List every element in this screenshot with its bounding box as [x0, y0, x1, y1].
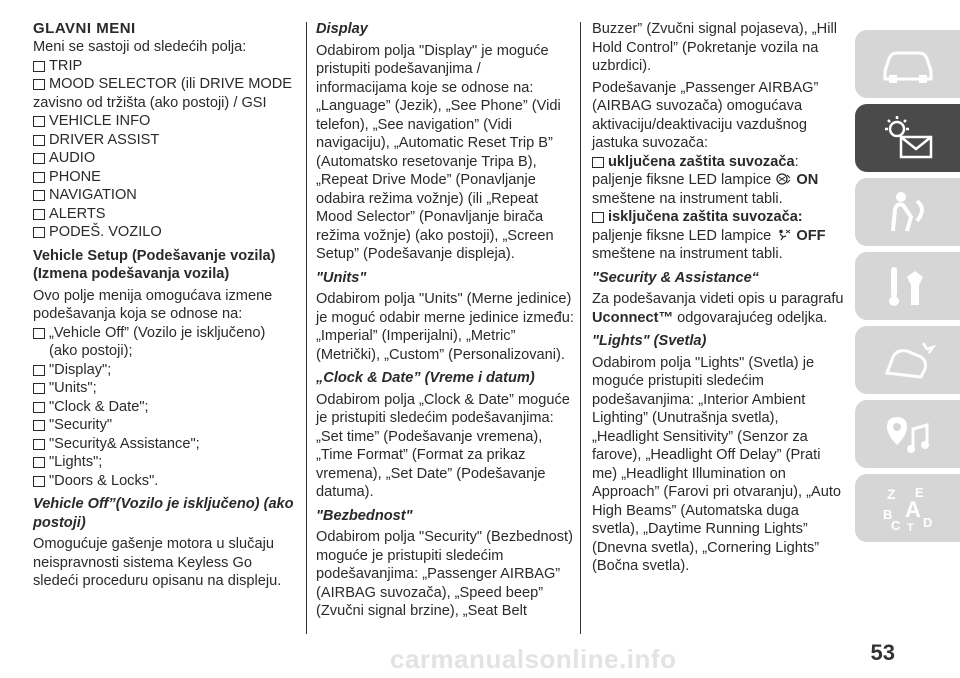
car-icon	[877, 39, 939, 89]
vehicle-setup-text: Ovo polje menija omogućava izmene podešavanja koja se odnose na:	[33, 287, 273, 322]
bullet-icon	[33, 402, 45, 413]
bullet-icon	[33, 116, 45, 127]
tab-letter: E	[914, 485, 924, 500]
bullet-icon	[33, 153, 45, 164]
list-item: uključena zaštita suvozača:	[592, 153, 846, 172]
list-item: "Security"	[33, 416, 295, 435]
airbag-on-warning-icon	[776, 173, 791, 185]
list-item-continuation: zavisno od tržišta (ako postoji) / GSI	[33, 94, 267, 111]
list-item: PHONE	[33, 168, 295, 187]
section-title: GLAVNI MENI	[33, 20, 136, 37]
bullet-icon	[33, 365, 45, 376]
display-heading: Display	[316, 21, 368, 37]
list-item: TRIP	[33, 57, 295, 76]
chapter-tabs	[855, 30, 960, 548]
column-3	[592, 20, 846, 576]
tab-index[interactable]	[855, 474, 960, 542]
clock-date-heading: „Clock & Date” (Vreme i datum)	[316, 370, 535, 386]
bullet-icon	[592, 212, 604, 223]
tab-maintenance[interactable]	[855, 252, 960, 320]
column-divider	[306, 22, 307, 634]
vehicle-setup-heading: Vehicle Setup (Podešavanje vozila) (Izmena podešavanja vozila)	[33, 247, 276, 282]
bullet-icon	[33, 135, 45, 146]
lights-heading: "Lights" (Svetla)	[592, 333, 707, 349]
tab-emergency[interactable]	[855, 326, 960, 394]
airbag-off-warning-icon	[776, 229, 791, 241]
list-item: „Vehicle Off” (Vozilo je isključeno) (ako postoji);	[33, 324, 295, 361]
watermark: carmanualsonline.info	[390, 644, 677, 674]
bullet-icon	[33, 457, 45, 468]
security-heading: "Bezbednost"	[316, 507, 413, 524]
tab-letter: C	[890, 518, 900, 533]
tab-multimedia[interactable]	[855, 400, 960, 468]
units-heading: "Units"	[316, 269, 367, 286]
tab-letter: B	[882, 507, 892, 522]
tab-car[interactable]	[855, 30, 960, 98]
tab-letter: A	[904, 497, 921, 522]
list-item: NAVIGATION	[33, 186, 295, 205]
tools-icon	[877, 261, 939, 311]
bullet-icon	[33, 190, 45, 201]
list-item: PODEŠ. VOZILO	[33, 223, 295, 242]
tab-safety[interactable]	[855, 178, 960, 246]
tab-letter: D	[922, 515, 932, 530]
airbag-on-text: paljenje fiksne LED lampice ON	[592, 172, 819, 188]
warning-light-envelope-icon	[877, 113, 939, 163]
list-item: AUDIO	[33, 149, 295, 168]
airbag-off-text: paljenje fiksne LED lampice OFF	[592, 227, 826, 244]
airbag-off-text-2: smeštene na instrument tabli.	[592, 246, 783, 262]
bullet-icon	[33, 383, 45, 394]
security-text: Odabirom polja "Security" (Bezbednost) moguće je pristupiti sledećim podešavanjima: „Passenger AIRBAG” (AIRBAG suvozača), „Speed beep” (Zvučni signal brzine), „Seat Belt	[316, 529, 573, 619]
bullet-icon	[33, 209, 45, 220]
clock-date-text: Odabirom polja „Clock & Date” moguće je pristupiti sledećim podešavanjima: „Set time” (Podešavanje vremena), „Time Format” (Format za prikaz vremena), „Set Date” (Podešavanje datuma).	[316, 391, 570, 500]
bullet-icon	[592, 157, 604, 168]
list-item: VEHICLE INFO	[33, 112, 295, 131]
list-item: DRIVER ASSIST	[33, 131, 295, 150]
list-item: "Clock & Date";	[33, 398, 295, 417]
bullet-icon	[33, 61, 45, 72]
bullet-icon	[33, 476, 45, 487]
list-item: "Doors & Locks".	[33, 472, 295, 491]
passenger-airbag-text: Podešavanje „Passenger AIRBAG” (AIRBAG suvozača) omogućava aktivaciju/deaktivaciju vazdušnog jastuka suvozača:	[592, 79, 819, 151]
bullet-icon	[33, 227, 45, 238]
column-divider	[580, 22, 581, 634]
car-crash-icon	[877, 335, 939, 385]
tab-warning-lights[interactable]	[855, 104, 960, 172]
list-item: "Units";	[33, 379, 295, 398]
bullet-icon	[33, 172, 45, 183]
bullet-icon	[33, 439, 45, 450]
page-number: 53	[870, 640, 895, 665]
index-letters-icon	[877, 483, 939, 533]
security-text-continued: Buzzer” (Zvučni signal pojaseva), „Hill Hold Control” (Pokretanje vozila na uzbrdici).	[592, 21, 837, 74]
seatbelt-airbag-icon	[877, 187, 939, 237]
list-item: "Lights";	[33, 453, 295, 472]
tab-letter: T	[906, 522, 914, 533]
units-text: Odabirom polja "Units" (Merne jedinice) je moguć odabir merne jedinice između: „Imperial” (Imperijalni), „Metric” (Metrički), „Custom” (Personalizovani).	[316, 291, 574, 363]
list-item: "Security& Assistance";	[33, 435, 295, 454]
column-2	[316, 20, 574, 621]
list-item: MOOD SELECTOR (ili DRIVE MODE	[33, 75, 295, 94]
display-text: Odabirom polja "Display" je moguće pristupiti podešavanjima / informacijama koje se odnose na: „Language” (Jezik), „See Phone” (Vidi telefon), „See navigation” (Vidi navigaciju), „Automatic Reset Trip B” (Automatsko resetovanje Tripa B), „Repeat Drive Mode” (Ponavljanje odabira režima vožnje) (ili „Repeat Mood Selector” (Ponavljanje birača režima vožnje) (ako postoji), „Screen Setup” (Podešavanje displeja).	[316, 42, 561, 262]
bullet-icon	[33, 420, 45, 431]
tab-letter: Z	[886, 486, 896, 502]
menu-intro: Meni se sastoji od sledećih polja:	[33, 39, 247, 55]
column-1	[33, 20, 295, 591]
list-item: isključena zaštita suvozača:	[592, 208, 846, 227]
security-assistance-text: Za podešavanja videti opis u paragrafu Uconnect™ odgovarajućeg odeljka.	[592, 291, 844, 326]
list-item: "Display";	[33, 361, 295, 380]
vehicle-off-heading: Vehicle Off”(Vozilo je isključeno) (ako postoji)	[33, 496, 294, 531]
security-assistance-heading: "Security & Assistance“	[592, 269, 759, 286]
multimedia-nav-icon	[877, 409, 939, 459]
airbag-on-text-2: smeštene na instrument tabli.	[592, 190, 783, 207]
vehicle-off-text: Omogućuje gašenje motora u slučaju neispravnosti sistema Keyless Go sledeći proceduru opisanu na displeju.	[33, 536, 282, 589]
bullet-icon	[33, 328, 45, 339]
lights-text: Odabirom polja "Lights" (Svetla) je moguće pristupiti sledećim podešavanjima: „Interior Ambient Lighting” (Unutrašnja svetla), „Headlight Sensitivity” (Senzor za farove), „Headlight Off Delay” (Prati me) „Headlight Illumination on Approach” (Farovi pri otvaranju), „Auto High Beams” (Automatska duga svetla), „Daytime Running Lights” (Dnevna svetla), „Cornering Lights” (Bočna svetla).	[592, 354, 842, 574]
list-item: ALERTS	[33, 205, 295, 224]
bullet-icon	[33, 79, 45, 90]
